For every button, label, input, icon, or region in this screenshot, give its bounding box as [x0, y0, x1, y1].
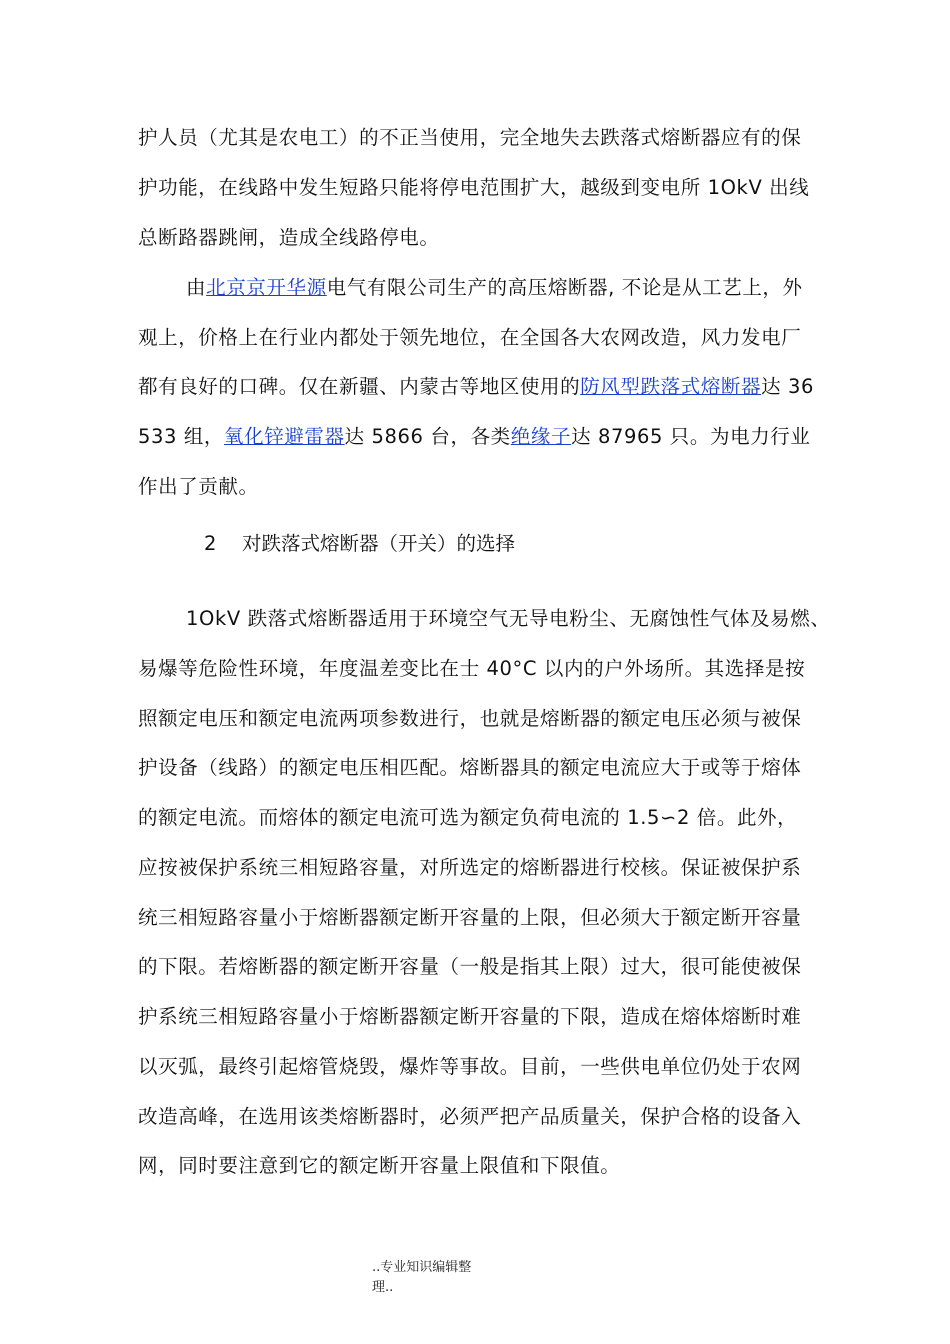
para2-line-1 — [186, 272, 803, 300]
section-title: 对跌落式熔断器（开关）的选择 — [242, 532, 516, 555]
para2-text: 达 87965 只。为电力行业 — [571, 425, 811, 448]
para2-text: 达 5866 台，各类 — [344, 425, 511, 448]
link-zinc-oxide-arrester[interactable]: 氧化锌避雷器 — [224, 425, 345, 448]
para3-line-4: 护设备（线路）的额定电压相匹配。熔断器具的额定电流应大于或等于熔体 — [138, 756, 802, 779]
para3-line-7: 统三相短路容量小于熔断器额定断开容量的上限，但必须大于额定断开容量 — [138, 906, 802, 929]
para1-line-2: 护功能，在线路中发生短路只能将停电范围扩大，越级到变电所 1OkV 出线 — [138, 176, 810, 199]
link-insulator[interactable]: 绝缘子 — [510, 425, 572, 448]
section-number: 2 — [204, 532, 217, 555]
footer-note-line-2: 理.. — [372, 1280, 394, 1295]
para3-line-5: 的额定电流。而熔体的额定电流可选为额定负荷电流的 1.5∽2 倍。此外， — [138, 806, 798, 829]
para2-line-3 — [138, 371, 814, 399]
para2-line-5: 作出了贡献。 — [138, 475, 259, 498]
para2-line-2: 观上，价格上在行业内都处于领先地位，在全国各大农网改造，风力发电厂 — [138, 326, 802, 349]
para2-line-4 — [138, 421, 811, 449]
footer-note-line-1: ..专业知识编辑整 — [372, 1260, 472, 1275]
link-windproof-drop-out-fuse[interactable]: 防风型跌落式熔断器 — [580, 375, 762, 398]
para1-line-3: 总断路器跳闸，造成全线路停电。 — [138, 226, 440, 249]
para3-line-10: 以灭弧，最终引起熔管烧毁，爆炸等事故。目前，一些供电单位仍处于农网 — [138, 1055, 802, 1078]
para3-line-1: 1OkV 跌落式熔断器适用于环境空气无导电粉尘、无腐蚀性气体及易燃、 — [186, 607, 831, 630]
para2-text: 由 — [186, 276, 207, 299]
para3-line-2: 易爆等危险性环境，年度温差变比在士 40°C 以内的户外场所。其选择是按 — [138, 657, 806, 680]
para3-line-6: 应按被保护系统三相短路容量，对所选定的熔断器进行校核。保证被保护系 — [138, 856, 802, 879]
para2-text: 电气有限公司生产的高压熔断器, 不论是从工艺上，外 — [326, 276, 803, 299]
para3-line-3: 照额定电压和额定电流两项参数进行，也就是熔断器的额定电压必须与被保 — [138, 707, 802, 730]
para3-line-9: 护系统三相短路容量小于熔断器额定断开容量的下限，造成在熔体熔断时难 — [138, 1005, 802, 1028]
link-beijing-jingkai-huayuan[interactable]: 北京京开华源 — [206, 276, 327, 299]
para2-text: 533 组， — [138, 425, 225, 448]
para1-line-1: 护人员（尤其是农电工）的不正当使用，完全地失去跌落式熔断器应有的保 — [138, 126, 802, 149]
para3-line-8: 的下限。若熔断器的额定断开容量（一般是指其上限）过大，很可能使被保 — [138, 955, 802, 978]
para3-line-12: 网，同时要注意到它的额定断开容量上限值和下限值。 — [138, 1154, 621, 1177]
para2-text: 达 36 — [761, 375, 815, 398]
section-heading — [204, 528, 515, 556]
para3-line-11: 改造高峰，在选用该类熔断器时，必须严把产品质量关，保护合格的设备入 — [138, 1105, 802, 1128]
para2-text: 都有良好的口碑。仅在新疆、内蒙古等地区使用的 — [138, 375, 581, 398]
